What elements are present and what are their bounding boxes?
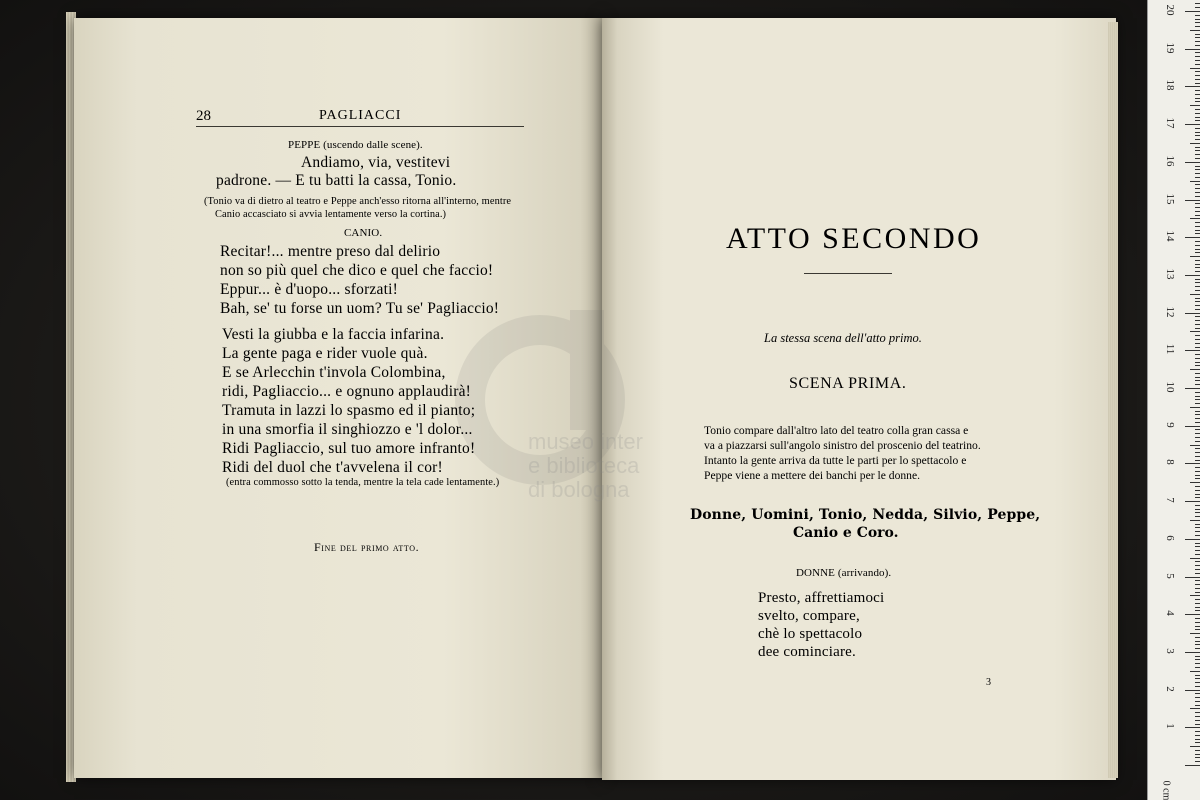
ruler-tick xyxy=(1195,437,1200,438)
ruler-number: 18 xyxy=(1164,79,1176,91)
ruler-tick xyxy=(1195,79,1200,80)
ruler-tick xyxy=(1195,316,1200,317)
ruler-number: 1 xyxy=(1164,723,1176,730)
ruler-tick xyxy=(1185,614,1200,615)
ruler-tick xyxy=(1195,494,1200,495)
cast-list: Canio e Coro. xyxy=(793,525,899,541)
ruler-tick xyxy=(1185,313,1200,314)
description-line: va a piazzarsi sull'angolo sinistro del proscenio del teatrino. xyxy=(704,439,981,452)
cast-list: Donne, Uomini, Tonio, Nedda, Silvio, Peppe, xyxy=(690,507,1041,523)
ruler-tick xyxy=(1195,697,1200,698)
ruler-tick xyxy=(1195,113,1200,114)
ruler-tick xyxy=(1195,629,1200,630)
ruler-tick xyxy=(1195,298,1200,299)
ruler-tick xyxy=(1195,173,1200,174)
description-line: Peppe viene a mettere dei banchi per le donne. xyxy=(704,469,921,482)
ruler-tick xyxy=(1195,678,1200,679)
ruler-tick xyxy=(1190,708,1200,709)
ruler-tick xyxy=(1185,463,1200,464)
verse-line: Ridi Pagliaccio, sul tuo amore infranto! xyxy=(222,440,476,457)
scene-title: SCENA PRIMA. xyxy=(789,375,907,392)
ruler-tick xyxy=(1185,124,1200,125)
right-page-edge xyxy=(1108,22,1118,778)
ruler-tick xyxy=(1195,150,1200,151)
ruler-tick xyxy=(1195,354,1200,355)
ruler-tick xyxy=(1185,690,1200,691)
ruler-tick xyxy=(1195,264,1200,265)
ruler-tick xyxy=(1195,641,1200,642)
ruler-tick xyxy=(1195,588,1200,589)
title-rule xyxy=(804,273,892,274)
ruler-tick xyxy=(1195,509,1200,510)
ruler-tick xyxy=(1185,86,1200,87)
ruler-tick xyxy=(1195,365,1200,366)
ruler-tick xyxy=(1195,335,1200,336)
ruler-tick xyxy=(1190,746,1200,747)
ruler-tick xyxy=(1190,143,1200,144)
watermark-line: di bologna xyxy=(528,477,630,502)
ruler-tick xyxy=(1195,34,1200,35)
ruler-tick xyxy=(1195,757,1200,758)
ruler-tick xyxy=(1195,644,1200,645)
ruler-tick xyxy=(1195,531,1200,532)
ruler-tick xyxy=(1195,290,1200,291)
verse-line: non so più quel che dico e quel che faccio! xyxy=(220,262,494,279)
verse-line: chè lo spettacolo xyxy=(758,626,863,642)
ruler-tick xyxy=(1195,324,1200,325)
ruler-tick xyxy=(1195,626,1200,627)
ruler-unit-label: 0 cm xyxy=(1160,780,1172,800)
watermark-line: museo inter xyxy=(528,429,643,454)
ruler-tick xyxy=(1195,599,1200,600)
ruler-tick xyxy=(1195,343,1200,344)
ruler-tick xyxy=(1195,309,1200,310)
ruler-tick xyxy=(1195,347,1200,348)
ruler-tick xyxy=(1195,554,1200,555)
ruler-tick xyxy=(1195,249,1200,250)
left-page-header xyxy=(196,108,524,127)
ruler-tick xyxy=(1195,448,1200,449)
ruler-tick xyxy=(1195,550,1200,551)
verse-line: svelto, compare, xyxy=(758,608,860,624)
ruler-tick xyxy=(1190,294,1200,295)
ruler-tick xyxy=(1190,218,1200,219)
ruler-tick xyxy=(1195,750,1200,751)
ruler-tick xyxy=(1185,200,1200,201)
ruler-tick xyxy=(1195,211,1200,212)
ruler-tick xyxy=(1195,610,1200,611)
ruler-tick xyxy=(1185,275,1200,276)
ruler-tick xyxy=(1185,426,1200,427)
ruler-tick xyxy=(1185,49,1200,50)
ruler-tick xyxy=(1195,52,1200,53)
ruler-tick xyxy=(1195,26,1200,27)
ruler-tick xyxy=(1190,671,1200,672)
ruler-tick xyxy=(1195,241,1200,242)
ruler-tick xyxy=(1195,467,1200,468)
verse-line: Presto, affrettiamoci xyxy=(758,590,885,606)
right-page xyxy=(602,18,1116,780)
ruler-tick xyxy=(1195,663,1200,664)
ruler-tick xyxy=(1195,328,1200,329)
ruler-tick xyxy=(1195,267,1200,268)
ruler-tick xyxy=(1195,701,1200,702)
ruler-tick xyxy=(1195,607,1200,608)
ruler-number: 3 xyxy=(1164,648,1176,654)
ruler-tick xyxy=(1195,675,1200,676)
ruler-tick xyxy=(1195,37,1200,38)
ruler-tick xyxy=(1195,60,1200,61)
ruler-tick xyxy=(1195,739,1200,740)
ruler-number: 20 xyxy=(1164,4,1176,16)
ruler-tick xyxy=(1195,705,1200,706)
watermark-line: e biblioteca xyxy=(528,453,640,478)
ruler-tick xyxy=(1195,135,1200,136)
stage-direction: (entra commosso sotto la tenda, mentre la tela cade lentamente.) xyxy=(226,477,500,488)
ruler-number: 16 xyxy=(1164,155,1176,167)
ruler-tick xyxy=(1195,222,1200,223)
ruler-tick xyxy=(1185,577,1200,578)
ruler-number: 19 xyxy=(1164,42,1176,54)
ruler-tick xyxy=(1190,181,1200,182)
ruler-tick xyxy=(1195,245,1200,246)
left-page-number: 28 xyxy=(196,108,211,124)
ruler-tick xyxy=(1195,712,1200,713)
ruler-tick xyxy=(1195,301,1200,302)
ruler-tick xyxy=(1195,384,1200,385)
running-title: PAGLIACCI xyxy=(319,108,402,123)
ruler-tick xyxy=(1195,399,1200,400)
ruler-tick xyxy=(1195,475,1200,476)
ruler-tick xyxy=(1185,350,1200,351)
ruler-tick xyxy=(1195,478,1200,479)
ruler-number: 7 xyxy=(1164,497,1176,503)
ruler-number: 8 xyxy=(1164,459,1176,466)
watermark-text xyxy=(528,430,643,502)
ruler-tick xyxy=(1190,105,1200,106)
ruler-tick xyxy=(1195,177,1200,178)
ruler-tick xyxy=(1195,724,1200,725)
ruler-tick xyxy=(1195,543,1200,544)
ruler-tick xyxy=(1195,584,1200,585)
ruler-tick xyxy=(1195,203,1200,204)
ruler-tick xyxy=(1195,215,1200,216)
ruler-tick xyxy=(1195,524,1200,525)
ruler-tick xyxy=(1195,731,1200,732)
verse-line: Ridi del duol che t'avvelena il cor! xyxy=(222,459,443,476)
ruler-tick xyxy=(1185,237,1200,238)
ruler-tick xyxy=(1195,94,1200,95)
ruler-tick xyxy=(1195,279,1200,280)
ruler-tick xyxy=(1195,618,1200,619)
ruler-tick xyxy=(1195,64,1200,65)
ruler-number: 17 xyxy=(1164,117,1176,129)
ruler-tick xyxy=(1195,19,1200,20)
ruler-tick xyxy=(1195,535,1200,536)
ruler-tick xyxy=(1195,15,1200,16)
ruler-tick xyxy=(1195,71,1200,72)
ruler-tick xyxy=(1195,422,1200,423)
ruler-tick xyxy=(1195,659,1200,660)
ruler-tick xyxy=(1195,418,1200,419)
ruler-tick xyxy=(1195,377,1200,378)
ruler-tick xyxy=(1195,184,1200,185)
ruler-tick xyxy=(1190,633,1200,634)
ruler-number: 6 xyxy=(1164,535,1176,541)
ruler-tick xyxy=(1190,68,1200,69)
ruler-tick xyxy=(1195,132,1200,133)
ruler-tick xyxy=(1195,580,1200,581)
verse-line: Andiamo, via, vestitevi xyxy=(301,154,451,171)
ruler-tick xyxy=(1195,109,1200,110)
ruler-tick xyxy=(1195,411,1200,412)
ruler-tick xyxy=(1195,98,1200,99)
ruler-tick xyxy=(1195,546,1200,547)
ruler-tick xyxy=(1195,516,1200,517)
description-line: Intanto la gente arriva da tutte le parti per lo spettacolo e xyxy=(704,454,967,467)
scene-setting: La stessa scena dell'atto primo. xyxy=(764,331,922,345)
ruler-tick xyxy=(1195,147,1200,148)
ruler-tick xyxy=(1195,271,1200,272)
verse-line: Recitar!... mentre preso dal delirio xyxy=(220,243,441,260)
ruler-tick xyxy=(1195,41,1200,42)
ruler-tick xyxy=(1195,158,1200,159)
ruler-tick xyxy=(1195,735,1200,736)
ruler-tick xyxy=(1195,83,1200,84)
description-line: Tonio compare dall'altro lato del teatro colla gran cassa e xyxy=(704,424,969,437)
ruler-tick xyxy=(1195,154,1200,155)
right-page-number: 3 xyxy=(986,677,991,688)
ruler-tick xyxy=(1195,7,1200,8)
ruler-tick xyxy=(1195,117,1200,118)
ruler-number: 10 xyxy=(1164,381,1176,393)
ruler-number: 2 xyxy=(1164,685,1176,692)
ruler-number: 9 xyxy=(1164,421,1176,428)
ruler-tick xyxy=(1195,471,1200,472)
ruler-tick xyxy=(1195,592,1200,593)
verse-line: dee cominciare. xyxy=(758,644,856,660)
verse-line: La gente paga e rider vuole quà. xyxy=(222,345,428,362)
ruler-tick xyxy=(1195,339,1200,340)
ruler-tick xyxy=(1195,320,1200,321)
ruler-tick xyxy=(1195,754,1200,755)
ruler-tick xyxy=(1185,652,1200,653)
ruler-tick xyxy=(1195,45,1200,46)
ruler-tick xyxy=(1195,512,1200,513)
ruler-tick xyxy=(1195,120,1200,121)
verse-line: Bah, se' tu forse un uom? Tu se' Pagliaccio! xyxy=(220,300,500,317)
ruler-tick xyxy=(1195,3,1200,4)
ruler-tick xyxy=(1195,433,1200,434)
verse-line: Eppur... è d'uopo... sforzati! xyxy=(220,281,398,298)
speaker-canio: CANIO. xyxy=(344,227,383,239)
ruler-tick xyxy=(1195,226,1200,227)
ruler-tick xyxy=(1195,527,1200,528)
ruler-tick xyxy=(1195,128,1200,129)
ruler-tick xyxy=(1195,252,1200,253)
ruler-tick xyxy=(1190,256,1200,257)
ruler-tick xyxy=(1195,414,1200,415)
ruler-tick xyxy=(1190,558,1200,559)
ruler-tick xyxy=(1195,460,1200,461)
ruler-tick xyxy=(1195,260,1200,261)
ruler-tick xyxy=(1195,648,1200,649)
ruler-tick xyxy=(1195,22,1200,23)
ruler-tick xyxy=(1190,482,1200,483)
ruler-tick xyxy=(1195,667,1200,668)
ruler-number: 12 xyxy=(1164,306,1176,318)
ruler-tick xyxy=(1190,369,1200,370)
speaker-donne: DONNE (arrivando). xyxy=(796,567,892,579)
ruler-tick xyxy=(1195,380,1200,381)
ruler-tick xyxy=(1195,392,1200,393)
ruler-tick xyxy=(1195,362,1200,363)
verse-line: E se Arlecchin t'invola Colombina, xyxy=(222,364,446,381)
ruler-tick xyxy=(1190,445,1200,446)
ruler-number: 13 xyxy=(1164,268,1176,280)
ruler-tick xyxy=(1195,716,1200,717)
ruler-tick xyxy=(1195,429,1200,430)
ruler-tick xyxy=(1195,441,1200,442)
measuring-ruler xyxy=(1147,0,1200,800)
act-title: ATTO SECONDO xyxy=(726,222,982,255)
ruler-tick xyxy=(1195,603,1200,604)
speaker-peppe: PEPPE (uscendo dalle scene). xyxy=(288,139,423,151)
ruler-tick xyxy=(1195,573,1200,574)
ruler-tick xyxy=(1195,561,1200,562)
verse-line: in una smorfia il singhiozzo e 'l dolor... xyxy=(222,421,473,438)
ruler-tick xyxy=(1195,686,1200,687)
ruler-tick xyxy=(1190,30,1200,31)
ruler-tick xyxy=(1195,90,1200,91)
ruler-tick xyxy=(1195,207,1200,208)
ruler-tick xyxy=(1195,403,1200,404)
ruler-tick xyxy=(1195,569,1200,570)
ruler-tick xyxy=(1195,490,1200,491)
stage-direction: Canio accasciato si avvia lentamente verso la cortina.) xyxy=(215,209,447,220)
ruler-tick xyxy=(1190,331,1200,332)
ruler-tick xyxy=(1195,196,1200,197)
ruler-tick xyxy=(1195,169,1200,170)
ruler-number: 11 xyxy=(1164,344,1176,355)
ruler-tick xyxy=(1185,162,1200,163)
verse-line: Tramuta in lazzi lo spasmo ed il pianto; xyxy=(222,402,476,419)
ruler-tick xyxy=(1195,101,1200,102)
ruler-tick xyxy=(1195,720,1200,721)
end-of-act: Fine del primo atto. xyxy=(314,540,420,554)
ruler-tick xyxy=(1195,373,1200,374)
ruler-tick xyxy=(1185,501,1200,502)
ruler-tick xyxy=(1185,765,1200,766)
ruler-tick xyxy=(1195,486,1200,487)
ruler-tick xyxy=(1195,682,1200,683)
ruler-tick xyxy=(1195,139,1200,140)
ruler-tick xyxy=(1190,520,1200,521)
ruler-tick xyxy=(1195,761,1200,762)
verse-line: padrone. — E tu batti la cassa, Tonio. xyxy=(216,172,457,189)
ruler-tick xyxy=(1195,452,1200,453)
ruler-tick xyxy=(1195,396,1200,397)
ruler-tick xyxy=(1195,656,1200,657)
ruler-tick xyxy=(1195,166,1200,167)
ruler-tick xyxy=(1195,282,1200,283)
ruler-tick xyxy=(1195,75,1200,76)
verse-line: ridi, Pagliaccio... e ognuno applaudirà! xyxy=(222,383,472,400)
ruler-tick xyxy=(1195,456,1200,457)
ruler-tick xyxy=(1185,727,1200,728)
ruler-number: 5 xyxy=(1164,572,1176,579)
ruler-number: 14 xyxy=(1164,230,1176,242)
ruler-tick xyxy=(1195,286,1200,287)
ruler-tick xyxy=(1195,693,1200,694)
ruler-number: 4 xyxy=(1164,610,1176,616)
ruler-tick xyxy=(1195,565,1200,566)
ruler-tick xyxy=(1185,11,1200,12)
ruler-tick xyxy=(1195,742,1200,743)
ruler-tick xyxy=(1185,539,1200,540)
stage-direction: (Tonio va di dietro al teatro e Peppe anch'esso ritorna all'interno, mentre xyxy=(204,196,512,207)
ruler-tick xyxy=(1195,233,1200,234)
ruler-tick xyxy=(1195,358,1200,359)
ruler-tick xyxy=(1195,497,1200,498)
ruler-tick xyxy=(1195,622,1200,623)
verse-line: Vesti la giubba e la faccia infarina. xyxy=(222,326,445,343)
ruler-tick xyxy=(1195,56,1200,57)
ruler-tick xyxy=(1195,637,1200,638)
ruler-tick xyxy=(1195,188,1200,189)
ruler-tick xyxy=(1195,192,1200,193)
ruler-tick xyxy=(1190,595,1200,596)
ruler-number: 15 xyxy=(1164,193,1176,204)
ruler-tick xyxy=(1195,505,1200,506)
ruler-tick xyxy=(1190,407,1200,408)
ruler-tick xyxy=(1195,305,1200,306)
ruler-tick xyxy=(1185,388,1200,389)
ruler-tick xyxy=(1195,230,1200,231)
